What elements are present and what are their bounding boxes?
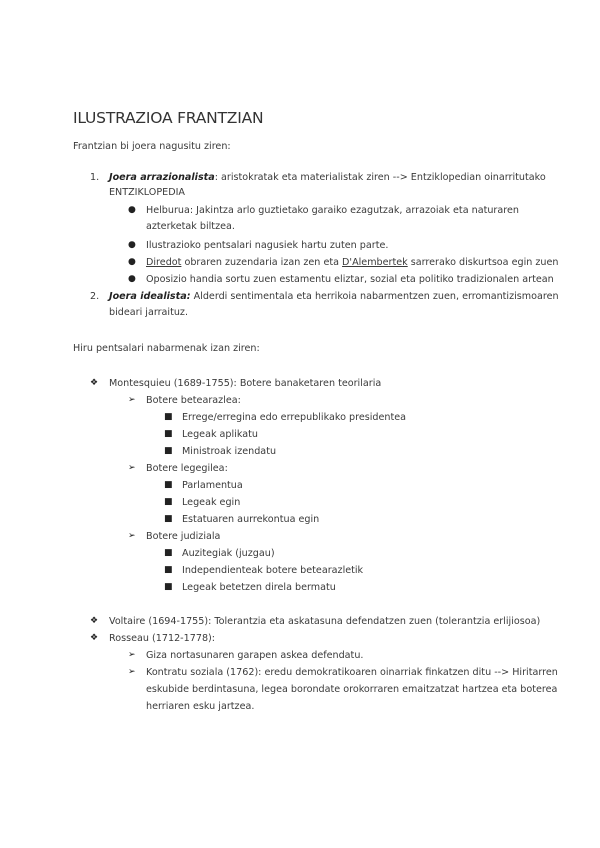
montesquieu-text: Montesquieu (1689-1755): Botere banaketaren teorilaria — [109, 378, 382, 389]
list-item: Estatuaren aurrekontua egin — [182, 514, 320, 525]
square-icon: ■ — [164, 429, 173, 439]
bullet-text: Ilustrazioko pentsalari nagusiek hartu zuten parte. — [146, 240, 389, 251]
bullet-text: Oposizio handia sortu zuen estamentu eliztar, sozial eta politiko tradizionalen artean — [146, 274, 554, 285]
diamond-icon: ❖ — [90, 616, 99, 626]
diamond-icon: ❖ — [90, 378, 99, 388]
list-item: Legeak egin — [182, 497, 241, 508]
square-icon: ■ — [164, 565, 173, 575]
rousseau-item: Kontratu soziala (1762): eredu demokratikoaren oinarriak finkatzen ditu --> Hiritarren — [146, 667, 558, 678]
page-title: ILUSTRAZIOA FRANTZIAN — [73, 109, 264, 127]
list-item: Auzitegiak (juzgau) — [182, 548, 275, 559]
joera-idealista-text-2: bideari jarraituz. — [109, 307, 189, 318]
rousseau-text: Rosseau (1712-1778): — [109, 633, 216, 644]
bullet-text — [146, 255, 559, 270]
joera-arrazionalista-text: : aristokratak eta materialistak ziren --> Entziklopedian oinarritutako — [214, 172, 546, 183]
arrow-icon: ➢ — [128, 395, 136, 405]
joera-idealista-label: Joera idealista: — [109, 291, 191, 302]
arrow-icon: ➢ — [128, 531, 136, 541]
list-item: Ministroak izendatu — [182, 446, 277, 457]
bullet-text: Helburua: Jakintza arlo guztietako garaiko ezagutzak, arrazoiak eta naturaren — [146, 205, 519, 216]
joera-arrazionalista-text-2: ENTZIKLOPEDIA — [109, 187, 185, 198]
rousseau-item-cont: eskubide berdintasuna, legea borondate orokorraren emaitzatzat hartzea eta boterea — [146, 684, 558, 695]
pentsalariak-intro: Hiru pentsalari nabarmenak izan ziren: — [73, 343, 260, 354]
bullet-dot-icon: ● — [128, 274, 136, 284]
joera-idealista-line — [109, 289, 559, 304]
voltaire-text: Voltaire (1694-1755): Tolerantzia eta askatasuna defendatzen zuen (tolerantzia erlijiosoa) — [109, 616, 541, 627]
list-item: Parlamentua — [182, 480, 243, 491]
bullet-text-mid: obraren zuzendaria izan zen eta — [181, 257, 343, 268]
square-icon: ■ — [164, 548, 173, 558]
dalembert-link: D'Alembertek — [342, 257, 408, 268]
botere-betearazlea: Botere betearazlea: — [146, 395, 241, 406]
botere-judiziala: Botere judiziala — [146, 531, 221, 542]
list-item: Legeak betetzen direla bermatu — [182, 582, 336, 593]
bullet-text-cont: azterketak biltzea. — [146, 221, 235, 232]
list-item: Errege/erregina edo errepublikako presidentea — [182, 412, 406, 423]
rousseau-item: Giza nortasunaren garapen askea defendatu. — [146, 650, 364, 661]
rousseau-item-cont: herriaren esku jartzea. — [146, 701, 255, 712]
arrow-icon: ➢ — [128, 463, 136, 473]
list-item: Independienteak botere betearazletik — [182, 565, 364, 576]
square-icon: ■ — [164, 446, 173, 456]
intro-text: Frantzian bi joera nagusitu ziren: — [73, 141, 231, 152]
bullet-text-post: sarrerako diskurtsoa egin zuen — [407, 257, 559, 268]
diamond-icon: ❖ — [90, 633, 99, 643]
arrow-icon: ➢ — [128, 650, 136, 660]
square-icon: ■ — [164, 480, 173, 490]
joera-arrazionalista-line — [109, 170, 546, 185]
square-icon: ■ — [164, 582, 173, 592]
square-icon: ■ — [164, 412, 173, 422]
bullet-dot-icon: ● — [128, 257, 136, 267]
arrow-icon: ➢ — [128, 667, 136, 677]
square-icon: ■ — [164, 514, 173, 524]
square-icon: ■ — [164, 497, 173, 507]
diredot-link: Diredot — [146, 257, 182, 268]
joera-arrazionalista-label: Joera arrazionalista — [109, 172, 215, 183]
bullet-dot-icon: ● — [128, 205, 136, 215]
list-number: 1. — [90, 172, 100, 183]
botere-legegilea: Botere legegilea: — [146, 463, 228, 474]
bullet-dot-icon: ● — [128, 240, 136, 250]
joera-idealista-text: Alderdi sentimentala eta herrikoia nabarmentzen zuen, erromantizismoaren — [190, 291, 559, 302]
list-item: Legeak aplikatu — [182, 429, 258, 440]
list-number: 2. — [90, 291, 100, 302]
